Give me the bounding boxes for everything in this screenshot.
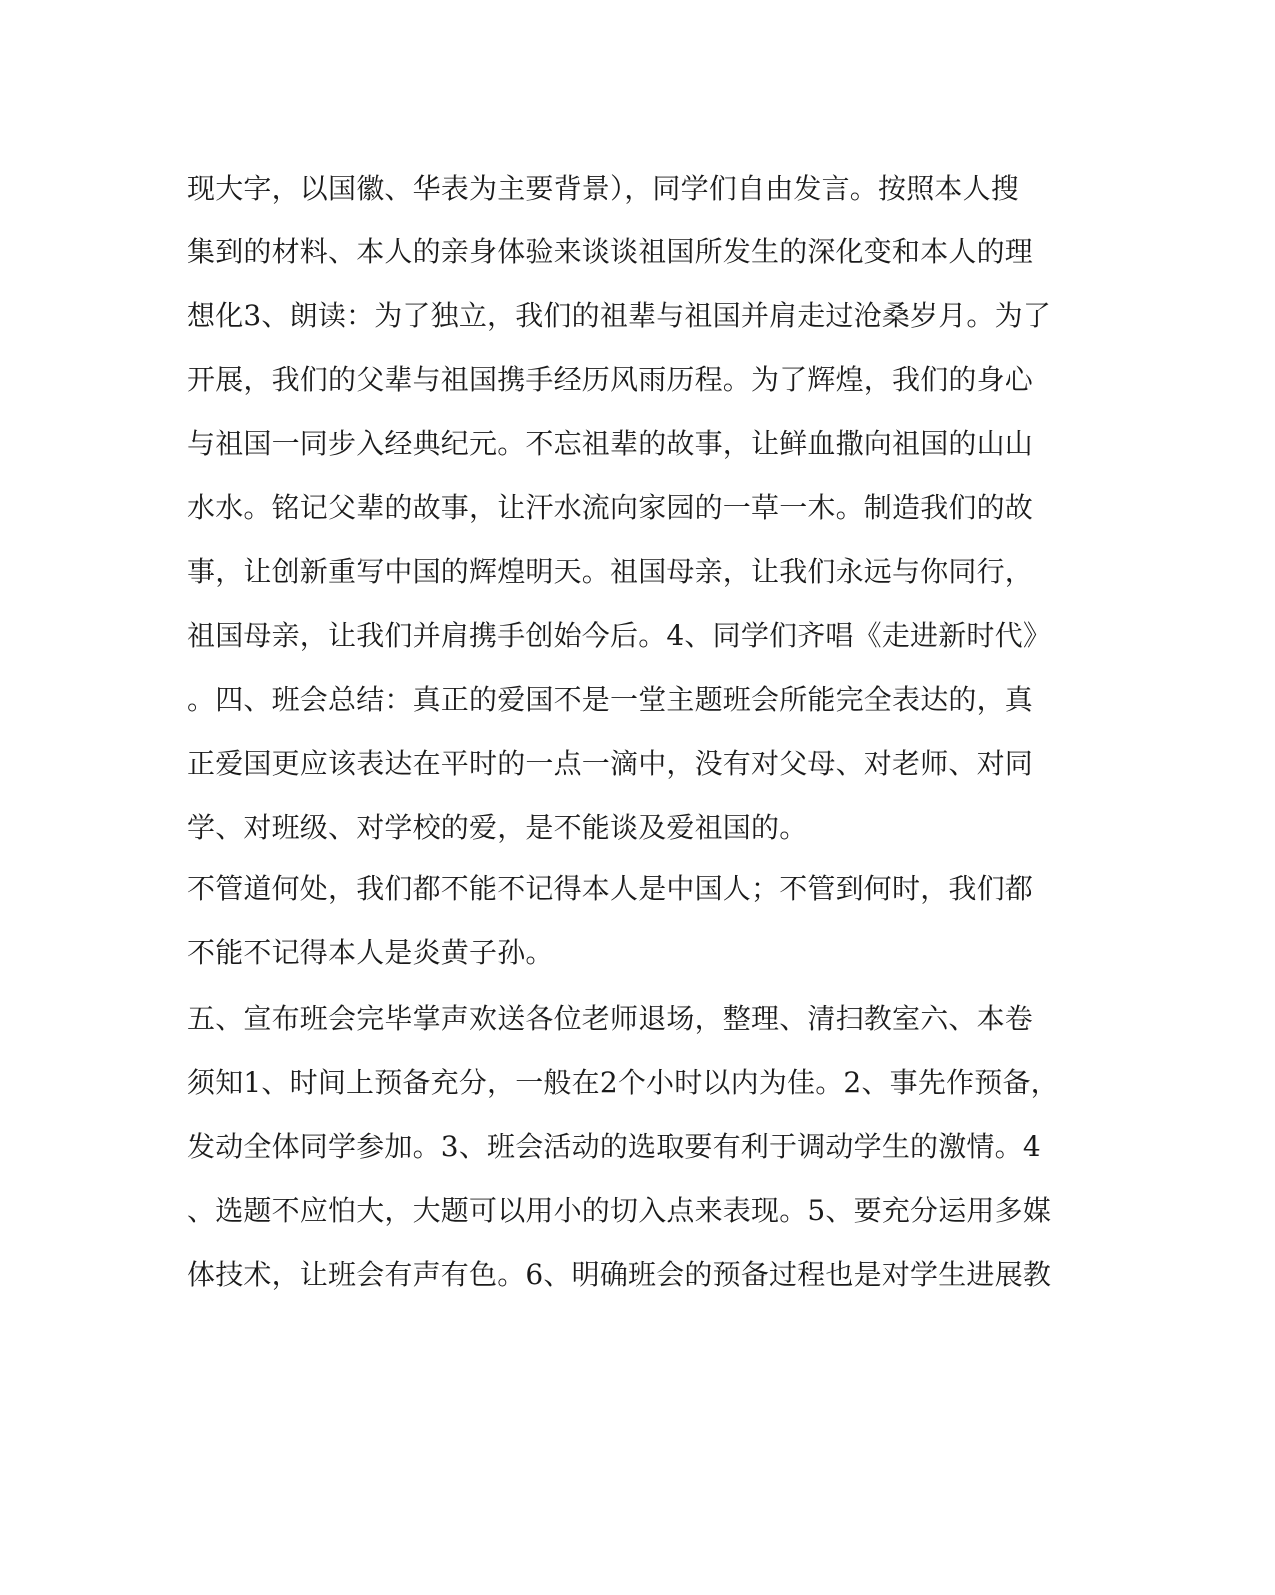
text-line: 五、宣布班会完毕掌声欢送各位老师退场，整理、清扫教室六、本卷 bbox=[187, 1002, 1034, 1035]
text-line: 正爱国更应该表达在平时的一点一滴中，没有对父母、对老师、对同 bbox=[187, 747, 1034, 780]
text-line: 学、对班级、对学校的爱，是不能谈及爱祖国的。 bbox=[187, 811, 808, 844]
text-line: 体技术，让班会有声有色。6、明确班会的预备过程也是对学生进展教 bbox=[187, 1258, 1052, 1291]
text-line: 与祖国一同步入经典纪元。不忘祖辈的故事，让鲜血撒向祖国的山山 bbox=[187, 427, 1034, 460]
text-line: 事，让创新重写中国的辉煌明天。祖国母亲，让我们永远与你同行， bbox=[187, 555, 1034, 588]
text-line: 祖国母亲，让我们并肩携手创始今后。4、同学们齐唱《走进新时代》 bbox=[187, 619, 1052, 652]
text-line: 不能不记得本人是炎黄子孙。 bbox=[187, 936, 554, 969]
text-line: 、选题不应怕大，大题可以用小的切入点来表现。5、要充分运用多媒 bbox=[187, 1194, 1052, 1227]
text-line: 。四、班会总结：真正的爱国不是一堂主题班会所能完全表达的，真 bbox=[187, 683, 1034, 716]
text-line: 想化3、朗读：为了独立，我们的祖辈与祖国并肩走过沧桑岁月。为了 bbox=[187, 299, 1052, 332]
text-line: 水水。铭记父辈的故事，让汗水流向家园的一草一木。制造我们的故 bbox=[187, 491, 1034, 524]
text-line: 发动全体同学参加。3、班会活动的选取要有利于调动学生的激情。4 bbox=[187, 1130, 1041, 1163]
text-line: 现大字，以国徽、华表为主要背景），同学们自由发言。按照本人搜 bbox=[187, 172, 1020, 205]
text-line: 开展，我们的父辈与祖国携手经历风雨历程。为了辉煌，我们的身心 bbox=[187, 363, 1034, 396]
text-line: 不管道何处，我们都不能不记得本人是中国人；不管到何时，我们都 bbox=[187, 872, 1034, 905]
text-line: 须知1、时间上预备充分，一般在2个小时以内为佳。2、事先作预备， bbox=[187, 1066, 1059, 1099]
text-line: 集到的材料、本人的亲身体验来谈谈祖国所发生的深化变和本人的理 bbox=[187, 235, 1034, 268]
